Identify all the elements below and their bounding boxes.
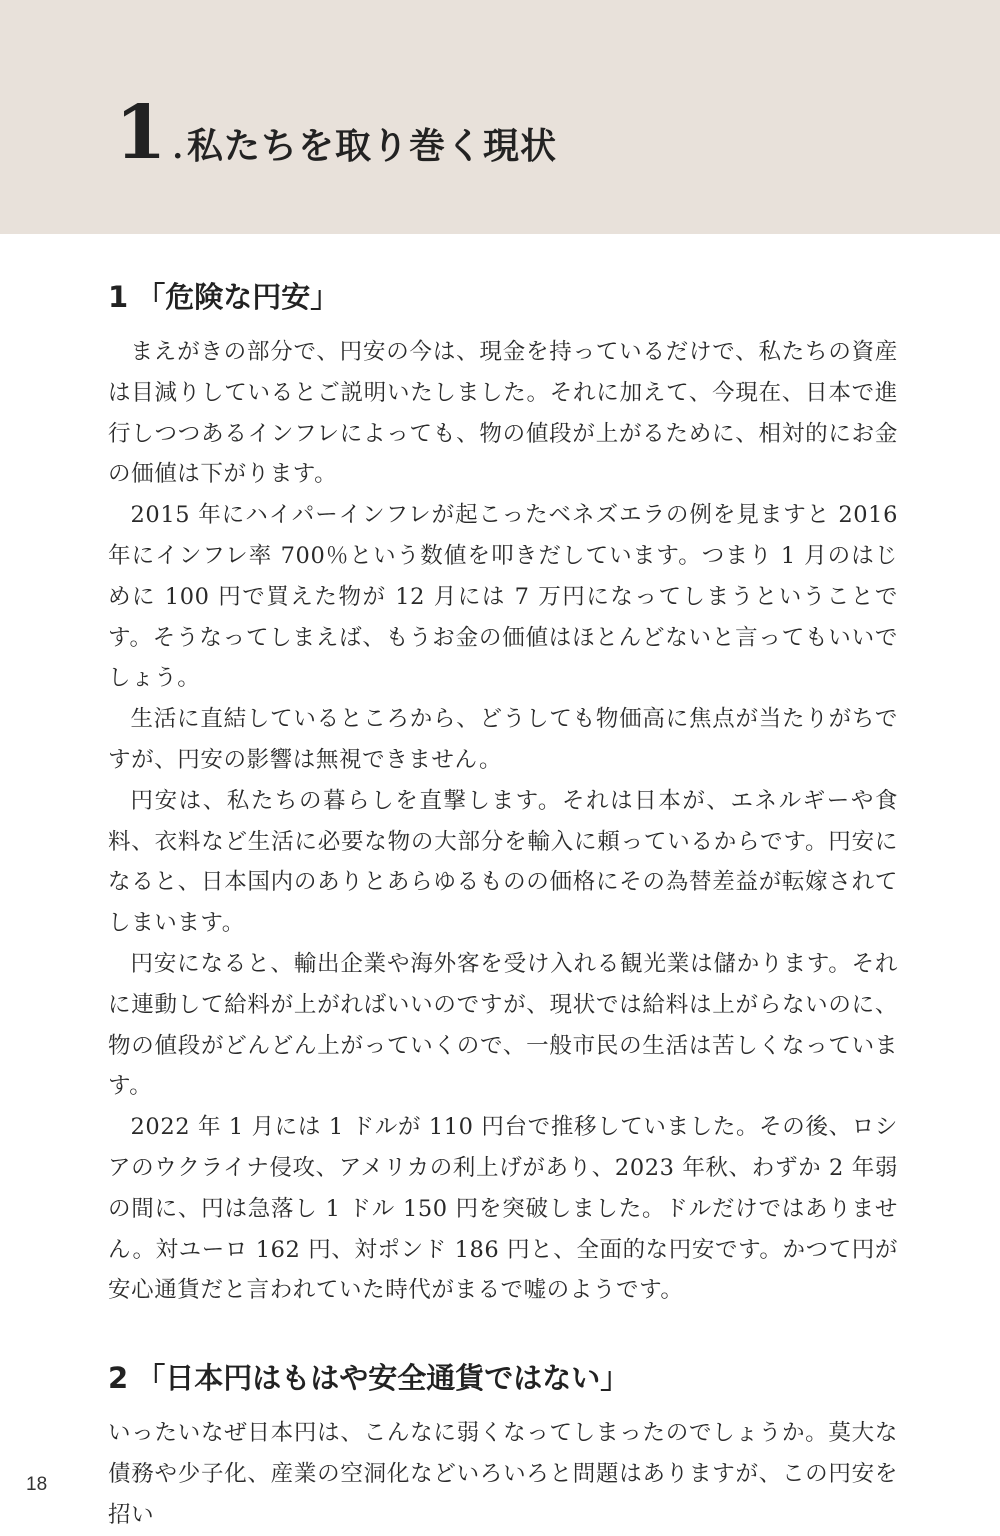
page-number: 18 <box>26 1474 48 1495</box>
paragraph: 円安になると、輸出企業や海外客を受け入れる観光業は儲かります。それに連動して給料が上がればいいのですが、現状では給料は上がらないのに、物の値段がどんどん上がっていくので、一般市民の生活は苦しくなっています。 <box>108 950 898 1100</box>
paragraph: いったいなぜ日本円は、こんなに弱くなってしまったのでしょうか。莫大な債務や少子化、産業の空洞化などいろいろと問題はありますが、この円安を招い <box>108 1420 898 1528</box>
paragraph: まえがきの部分で、円安の今は、現金を持っているだけで、私たちの資産は目減りしているとご説明いたしました。それに加えて、今現在、日本で進行しつつあるインフレによっても、物の値段が上がるために、相対的にお金の価値は下がります。 <box>108 339 898 488</box>
section-heading-2 <box>108 1353 898 1403</box>
paragraph: 円安は、私たちの暮らしを直撃します。それは日本が、エネルギーや食料、衣料など生活に必要な物の大部分を輸入に頼っているからです。円安になると、日本国内のありとあらゆるものの価格にその為替差益が転嫁されてしまいます。 <box>108 787 898 937</box>
section-number: 1 <box>108 280 129 314</box>
chapter-banner <box>0 0 1000 234</box>
section-title: 「日本円はもはや安全通貨ではない」 <box>136 1361 630 1396</box>
section-number: 2 <box>108 1361 129 1396</box>
section-heading-1 <box>108 272 898 322</box>
chapter-title <box>115 90 557 176</box>
page-body <box>108 272 898 1536</box>
section-title: 「危険な円安」 <box>136 280 340 314</box>
chapter-number-dot: . <box>172 131 183 166</box>
paragraph: 2022 年 1 月には 1 ドルが 110 円台で推移していました。その後、ロシアのウクライナ侵攻、アメリカの利上げがあり、2023 年秋、わずか 2 年弱の間に、円は急落し 1 ドル 150 円を突破しました。ドルだけではありません。対ユーロ 162 円、対ポンド 186 円と、全面的な円安です。かつて円が安心通貨だと言われていた時代がまるで嘘のようです。 <box>108 1114 898 1304</box>
paragraph: 2015 年にハイパーインフレが起こったベネズエラの例を見ますと 2016 年にインフレ率 700％という数値を叩きだしています。つまり 1 月のはじめに 100 円で買えた物が 12 月には 7 万円になってしまうということです。そうなってしまえば、もうお金の価値はほとんどないと言ってもいいでしょう。 <box>108 502 898 692</box>
chapter-number: 1 <box>115 90 167 176</box>
chapter-heading-text: 私たちを取り巻く現状 <box>186 126 557 167</box>
paragraph: 生活に直結しているところから、どうしても物価高に焦点が当たりがちですが、円安の影響は無視できません。 <box>108 706 898 773</box>
